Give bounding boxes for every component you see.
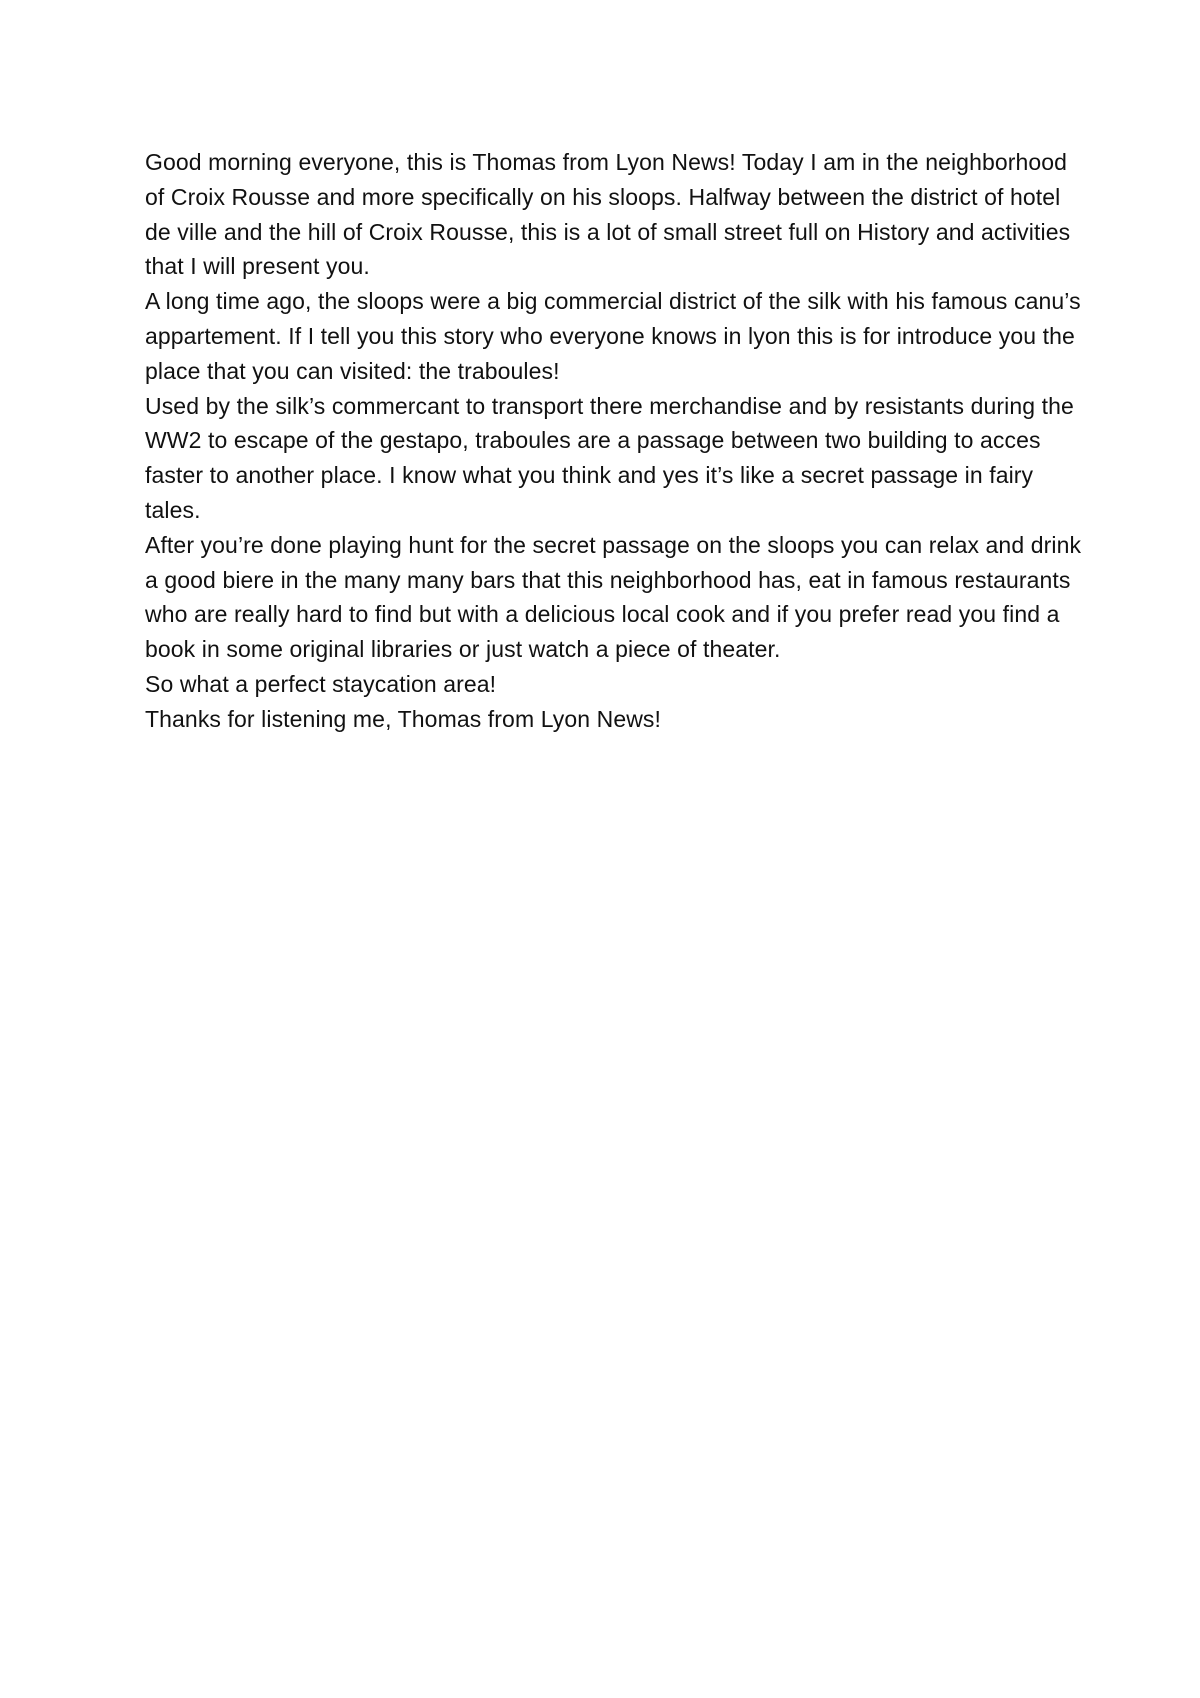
paragraph-activities: After you’re done playing hunt for the secret passage on the sloops you can relax and drink a good biere in the many many bars that this neighborhood has, eat in famous restaurants who are really hard to find but with a delicious local cook and if you prefer read you find a book in some original libraries or just watch a piece of theater. bbox=[145, 531, 1082, 663]
paragraph-traboules: Used by the silk’s commercant to transport there merchandise and by resistants during the WW2 to escape of the gestapo, traboules are a passage between two building to acces faster to another place. I know what you think and yes it’s like a secret passage in fairy tales. bbox=[145, 392, 1074, 523]
paragraph-signoff: Thanks for listening me, Thomas from Lyon News! bbox=[145, 705, 662, 732]
paragraph-conclusion: So what a perfect staycation area! bbox=[145, 670, 497, 697]
paragraph-intro: Good morning everyone, this is Thomas from Lyon News! Today I am in the neighborhood of Croix Rousse and more specifically on his sloops. Halfway between the district of hotel de ville and the hill of Croix Rousse, this is a lot of small street full on History and activities that I will present you. bbox=[145, 149, 1071, 280]
document-body bbox=[145, 145, 1085, 737]
paragraph-history: A long time ago, the sloops were a big commercial district of the silk with his famous canu’s appartement. If I tell you this story who everyone knows in lyon this is for introduce you the place that you can visited: the traboules! bbox=[145, 288, 1081, 384]
